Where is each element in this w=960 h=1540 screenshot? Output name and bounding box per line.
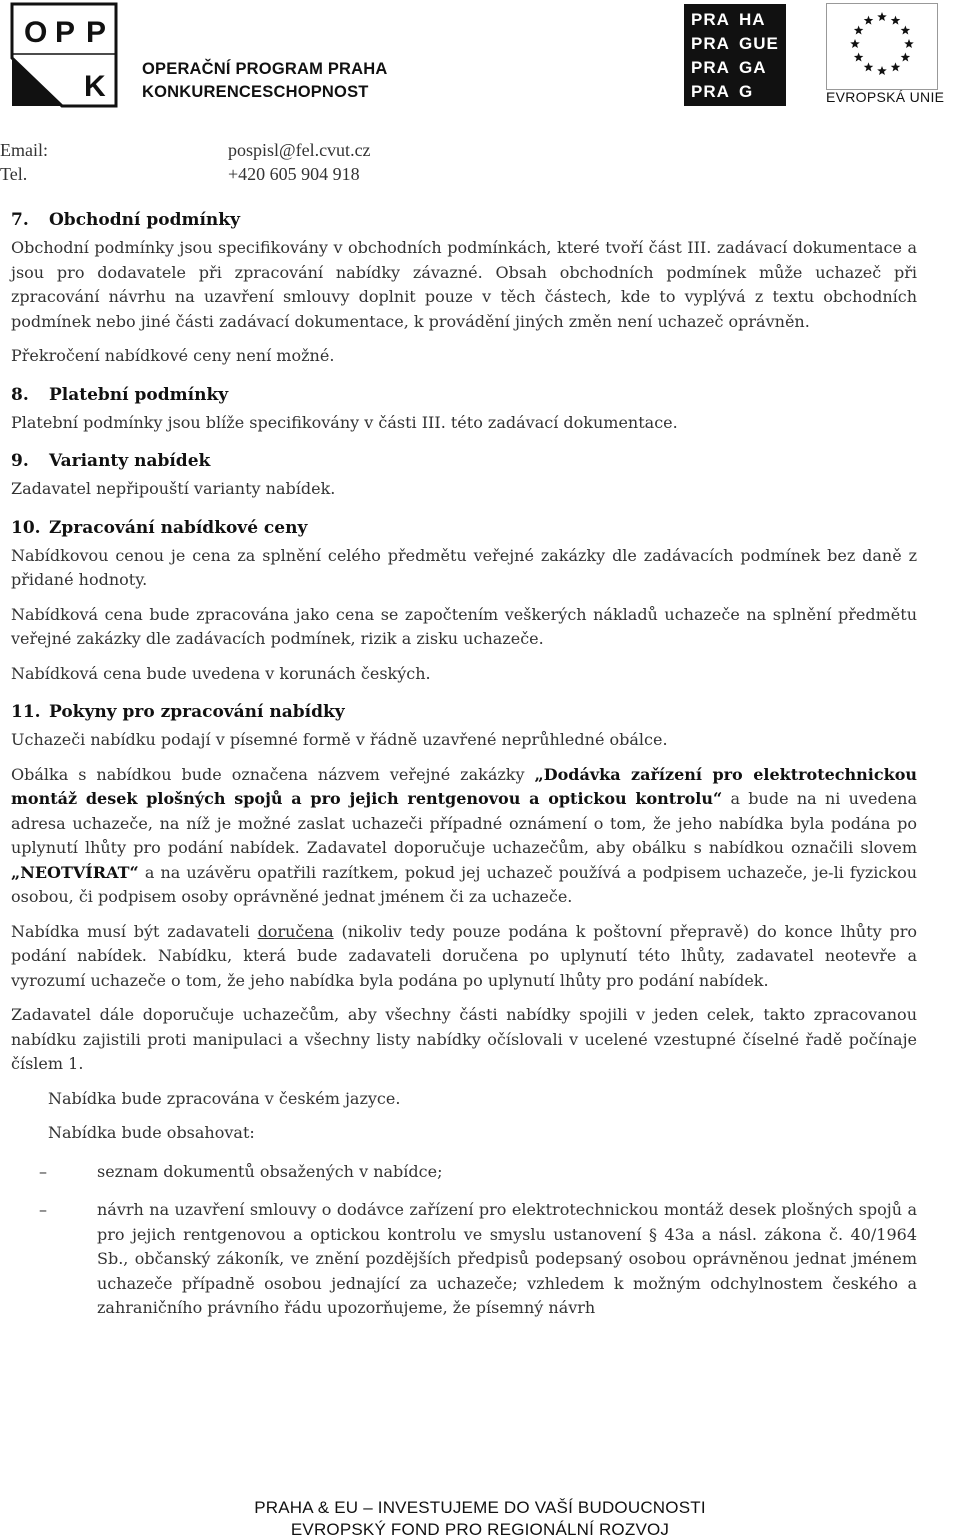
- section-11-paragraph-3: Nabídka musí být zadavateli doručena (nikoliv tedy pouze podána k poštovní přepravě) do konce lhůty pro podání nabídek. Nabídku, která bude zadavateli doručena po uplynutí této lhůty, zadavatel neotevře a vyrozumí uchazeče o tom, že jeho nabídka byla podána po uplynutí lhůty pro podání nabídek.: [11, 921, 918, 990]
- eu-label: EVROPSKÁ UNIE: [826, 89, 945, 105]
- prague-logo-word: GUE: [739, 34, 779, 53]
- opp-title-line2: KONKURENCESCHOPNOST: [142, 83, 369, 101]
- section-11-paragraph-4: Zadavatel dále doporučuje uchazečům, aby všechny části nabídky spojili v jeden celek, takto zpracovanou nabídku zajistili proti manipulaci a všechny listy nabídky očíslovali v ucelené vzestupné číselné řadě počínaje číslem 1.: [11, 1005, 917, 1073]
- eu-star-icon: [901, 26, 911, 35]
- list-item: – seznam dokumentů obsažených v nabídce;: [11, 1160, 917, 1185]
- tel-value: +420 605 904 918: [228, 164, 360, 184]
- opp-title-line1: OPERAČNÍ PROGRAM PRAHA: [142, 60, 388, 78]
- section-7-heading: [11, 210, 917, 230]
- email-label: Email:: [0, 140, 48, 160]
- prague-logo-word: PRA: [691, 58, 730, 77]
- section-title: Pokyny pro zpracování nabídky: [49, 702, 345, 722]
- eu-star-icon: [904, 39, 914, 48]
- prague-logo: [684, 4, 786, 106]
- eu-flag-icon: [826, 3, 938, 90]
- dash-bullet: –: [39, 1161, 47, 1181]
- prague-logo-word: PRA: [691, 10, 730, 29]
- section-title: Obchodní podmínky: [49, 210, 240, 230]
- eu-star-icon: [854, 53, 864, 62]
- section-7-paragraph-1: Obchodní podmínky jsou specifikovány v obchodních podmínkách, které tvoří část III. zadávací dokumentace a jsou pro dodavatele při zpracování nabídky závazné. Obsah obchodních podmínek může uchazeč při zpracování návrhu na uzavření smlouvy doplnit pouze v těch částech, kde to vyplývá z textu obchodních podmínek nebo jiné části zadávací dokumentace, k provádění jiných změn není uchazeč oprávněn.: [11, 238, 917, 331]
- list-item: – návrh na uzavření smlouvy o dodávce zařízení pro elektrotechnickou montáž desek plošných spojů a pro jejich rentgenovou a optickou kontrolu ve smyslu ustanovení § 43a a násl. zákona č. 40/1964 Sb., občanský zákoník, ve znění pozdějších předpisů podepsaný osobou oprávněnou jednat jménem uchazeče případně osobou jednající za uchazeče; vzhledem k možným odchylnostem českého a zahraničního právního řádu upozorňujeme, že písemný návrh: [39, 1200, 917, 1317]
- section-title: Zpracování nabídkové ceny: [49, 517, 308, 538]
- eu-star-icon: [877, 12, 887, 21]
- section-11-paragraph-2: Obálka s nabídkou bude označena názvem veřejné zakázky „Dodávka zařízení pro elektrotechnickou montáž desek plošných spojů a pro jejich rentgenovou a optickou kontrolu“ a bude na ni uvedena adresa uchazeče, na níž je možné zaslat uchazeči případné oznámení o tom, že jeho nabídka byla podána po uplynutí lhůty pro podání nabídek. Zadavatel doporučuje uchazečům, aby obálku s nabídkou označili slovem „NEOTVÍRAT“ a na uzávěru opatřili razítkem, pokud jej uchazeč používá a podpisem uchazeče, je-li fyzickou osobou, či podpisem osoby oprávněné jednat jménem či za uchazeče.: [11, 764, 918, 906]
- section-10-paragraph-2: Nabídková cena bude zpracována jako cena se započtením veškerých nákladů uchazeče na splnění předmětu veřejné zakázky dle zadávacích podmínek, rizik a zisku uchazeče.: [11, 604, 917, 648]
- prague-logo-word: GA: [739, 58, 767, 77]
- dash-bullet: –: [39, 1200, 47, 1219]
- section-7-paragraph-2: Překročení nabídkové ceny není možné.: [11, 346, 335, 365]
- section-8-heading: [11, 385, 917, 405]
- opp-letter-k: K: [84, 70, 106, 103]
- section-number: 9.: [11, 451, 29, 471]
- delivered-underlined: doručena: [257, 921, 334, 941]
- opp-logo-mark: [10, 2, 118, 108]
- eu-star-icon: [877, 66, 887, 75]
- opp-letter-p1: P: [55, 16, 76, 49]
- section-9-paragraph-1: Zadavatel nepřipouští varianty nabídek.: [11, 479, 336, 498]
- footer-line-2: EVROPSKÝ FOND PRO REGIONÁLNÍ ROZVOJ: [290, 1520, 670, 1539]
- eu-star-icon: [864, 62, 874, 71]
- section-11-paragraph-5: Nabídka bude zpracována v českém jazyce.: [48, 1088, 401, 1108]
- prague-logo-word: HA: [739, 10, 766, 29]
- section-9-heading: [11, 451, 917, 471]
- eu-star-icon: [891, 16, 901, 25]
- section-number: 10.: [11, 517, 41, 538]
- section-10-heading: [11, 518, 917, 538]
- prague-logo-word: PRA: [691, 34, 730, 53]
- section-number: 8.: [11, 384, 29, 405]
- section-11-heading: [11, 702, 917, 722]
- document-body: [11, 210, 917, 1321]
- eu-star-icon: [850, 39, 860, 48]
- section-10-paragraph-3: Nabídková cena bude uvedena v korunách českých.: [11, 663, 431, 683]
- tender-name: „Dodávka zařízení pro elektrotechnickou montáž desek plošných spojů a pro jejich rentgenovou a optickou kontrolu“: [11, 764, 918, 808]
- eu-star-icon: [891, 62, 901, 71]
- section-number: 11.: [11, 702, 41, 722]
- section-11-paragraph-6: Nabídka bude obsahovat:: [48, 1123, 255, 1142]
- section-8-paragraph-1: Platební podmínky jsou blíže specifikovány v části III. této zadávací dokumentace.: [11, 412, 678, 432]
- section-title: Platební podmínky: [49, 384, 229, 405]
- do-not-open-label: „NEOTVÍRAT“: [11, 862, 139, 882]
- section-10-paragraph-1: Nabídkovou cenou je cena za splnění celého předmětu veřejné zakázky dle zadávacích podmínek bez daně z přidané hodnoty.: [11, 545, 917, 589]
- opp-letter-o: O: [24, 16, 48, 49]
- eu-star-icon: [854, 26, 864, 35]
- eu-star-icon: [864, 16, 874, 25]
- section-number: 7.: [11, 210, 29, 230]
- opp-letter-p2: P: [86, 16, 107, 49]
- section-11-paragraph-1: Uchazeči nabídku podají v písemné formě v řádně uzavřené neprůhledné obálce.: [11, 730, 668, 749]
- email-value: pospisl@fel.cvut.cz: [228, 140, 371, 160]
- footer-line-1: PRAHA & EU – INVESTUJEME DO VAŠÍ BUDOUCNOSTI: [254, 1498, 706, 1517]
- prague-logo-word: G: [739, 82, 754, 101]
- prague-logo-word: PRA: [691, 82, 730, 101]
- eu-star-icon: [901, 53, 911, 62]
- opp-logo: [10, 2, 395, 110]
- section-title: Varianty nabídek: [49, 451, 211, 471]
- tel-label: Tel.: [0, 164, 28, 184]
- opp-title: [142, 58, 388, 104]
